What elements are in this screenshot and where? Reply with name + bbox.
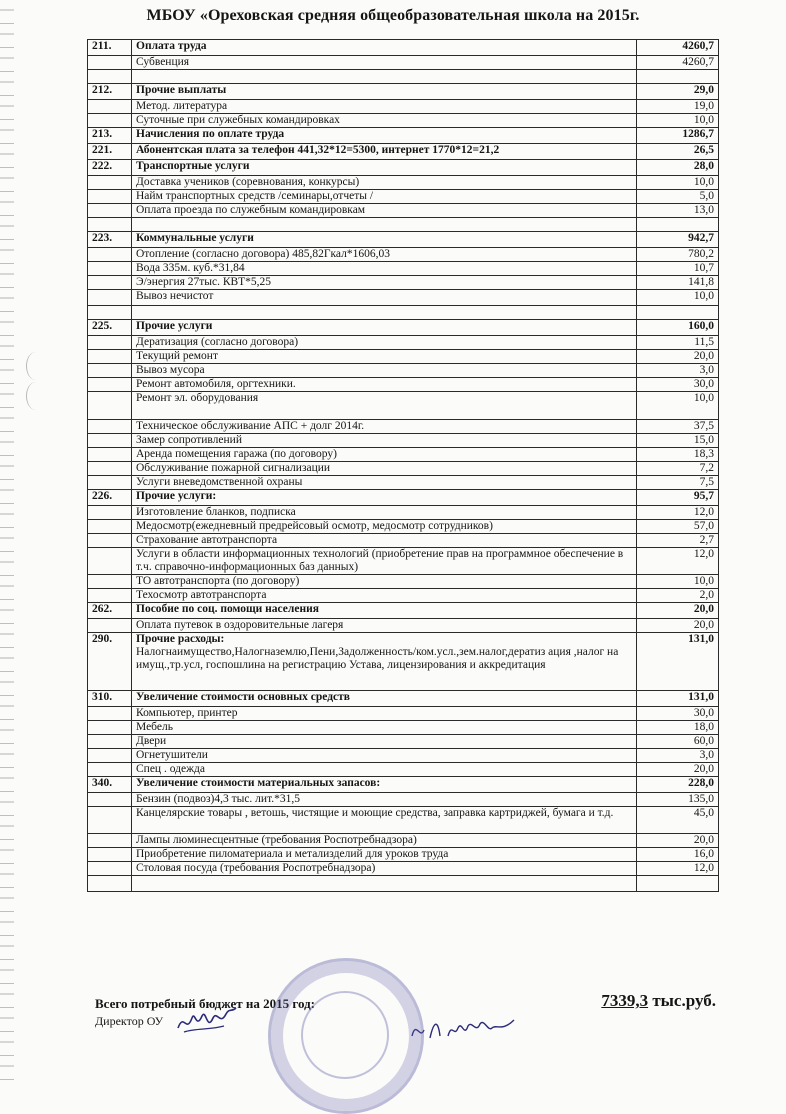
cell-description	[132, 707, 637, 721]
item-name: Канцелярские товары , ветошь, чистящие и моющие средства, заправка картриджей, бумага и т.д.	[136, 807, 614, 819]
item-name: Услуги в области информационных технологий (приобретение прав на программное обеспечение в т.ч. справочно-информационных баз данных)	[136, 548, 624, 573]
item-row	[88, 190, 719, 204]
category-total: 95,7	[637, 490, 719, 506]
cell-code	[88, 434, 132, 448]
item-amount: 2,7	[637, 534, 719, 548]
cell-description	[132, 520, 637, 534]
spacer-row	[88, 306, 719, 320]
item-amount: 2,0	[637, 589, 719, 603]
item-row	[88, 534, 719, 548]
cell-code	[88, 876, 132, 892]
category-name: Пособие по соц. помощи населения	[136, 603, 319, 615]
cell-code	[88, 735, 132, 749]
item-name: Ремонт эл. оборудования	[136, 392, 259, 404]
item-row	[88, 848, 719, 862]
document-title: МБОУ «Ореховская средняя общеобразовательная школа на 2015г.	[146, 7, 640, 24]
cell-code: 310.	[88, 691, 132, 707]
cell-code	[88, 204, 132, 218]
spacer-row	[88, 70, 719, 84]
cell-description	[132, 100, 637, 114]
category-name: Прочие услуги:	[136, 490, 217, 502]
item-name: Отопление (согласно договора) 485,82Гкал*1606,03	[136, 248, 390, 260]
item-row	[88, 262, 719, 276]
item-row	[88, 100, 719, 114]
cell-description	[132, 721, 637, 735]
item-row	[88, 834, 719, 848]
item-amount: 10,0	[637, 290, 719, 306]
cell-description	[132, 144, 637, 160]
cell-description	[132, 506, 637, 520]
cell-code	[88, 707, 132, 721]
official-stamp	[268, 958, 424, 1114]
item-amount: 3,0	[637, 364, 719, 378]
category-row	[88, 490, 719, 506]
total-unit: тыс.руб.	[648, 991, 716, 1010]
director-signature	[176, 1004, 238, 1038]
item-name: Вода 335м. куб.*31,84	[136, 262, 245, 274]
cell-description	[132, 160, 637, 176]
item-amount: 12,0	[637, 862, 719, 876]
total-label: Всего потребный бюджет на 2015 год:	[95, 996, 315, 1011]
category-row	[88, 144, 719, 160]
item-amount: 37,5	[637, 420, 719, 434]
cell-description	[132, 306, 637, 320]
item-row	[88, 862, 719, 876]
item-name: Вывоз мусора	[136, 364, 205, 376]
cell-description	[132, 763, 637, 777]
cell-code	[88, 575, 132, 589]
director-label: Директор ОУ	[95, 1014, 164, 1028]
category-row	[88, 160, 719, 176]
cell-code	[88, 218, 132, 232]
cell-code	[88, 793, 132, 807]
cell-code	[88, 834, 132, 848]
item-name: Техническое обслуживание АПС + долг 2014г.	[136, 420, 365, 432]
item-row	[88, 807, 719, 834]
cell-description	[132, 320, 637, 336]
item-name: Бензин (подвоз)4,3 тыс. лит.*31,5	[136, 793, 300, 805]
item-row	[88, 114, 719, 128]
item-row	[88, 520, 719, 534]
cell-description	[132, 548, 637, 575]
item-row	[88, 448, 719, 462]
cell-description	[132, 70, 637, 84]
cell-description	[132, 834, 637, 848]
cell-description	[132, 476, 637, 490]
category-total: 29,0	[637, 84, 719, 100]
cell-code: 226.	[88, 490, 132, 506]
cell-code: 211.	[88, 40, 132, 56]
item-row	[88, 749, 719, 763]
category-row	[88, 320, 719, 336]
item-name: Двери	[136, 735, 167, 747]
item-name: Найм транспортных средств /семинары,отчеты /	[136, 190, 374, 202]
category-row	[88, 128, 719, 144]
cell-description	[132, 128, 637, 144]
cell-code	[88, 114, 132, 128]
category-row	[88, 232, 719, 248]
total-value	[601, 991, 716, 1011]
budget-table	[87, 39, 719, 892]
item-name: Э/энергия 27тыс. КВТ*5,25	[136, 276, 271, 288]
cell-code	[88, 276, 132, 290]
cell-description	[132, 218, 637, 232]
category-name: Прочие выплаты	[136, 84, 227, 96]
item-amount: 60,0	[637, 735, 719, 749]
cell-code	[88, 290, 132, 306]
category-row	[88, 691, 719, 707]
cell-description	[132, 378, 637, 392]
item-row	[88, 793, 719, 807]
cell-description	[132, 176, 637, 190]
item-row	[88, 619, 719, 633]
cell-code	[88, 462, 132, 476]
cell-code: 290.	[88, 633, 132, 691]
item-name: Изготовление бланков, подписка	[136, 506, 296, 518]
item-amount: 5,0	[637, 190, 719, 204]
item-amount: 10,0	[637, 114, 719, 128]
cell-code	[88, 420, 132, 434]
category-name: Транспортные услуги	[136, 160, 250, 172]
item-amount: 16,0	[637, 848, 719, 862]
category-name: Коммунальные услуги	[136, 232, 254, 244]
cell-description	[132, 84, 637, 100]
cell-description	[132, 336, 637, 350]
cell-description	[132, 350, 637, 364]
cell-description	[132, 56, 637, 70]
cell-description	[132, 248, 637, 262]
item-name: Субвенция	[136, 56, 190, 68]
item-amount: 57,0	[637, 520, 719, 534]
item-row	[88, 707, 719, 721]
category-total: 160,0	[637, 320, 719, 336]
cell-description	[132, 575, 637, 589]
cell-description	[132, 434, 637, 448]
cell-code: 225.	[88, 320, 132, 336]
item-name: Спец . одежда	[136, 763, 205, 775]
item-amount: 11,5	[637, 336, 719, 350]
spacer-row	[88, 218, 719, 232]
cell-code: 262.	[88, 603, 132, 619]
cell-code	[88, 619, 132, 633]
item-name: Компьютер, принтер	[136, 707, 238, 719]
item-name: Лампы люминесцентные (требования Роспотребнадзора)	[136, 834, 417, 846]
category-details: Налогнаимущество,Налогназемлю,Пени,Задолженность/ком.усл.,зем.налог,дератиз ация ,налог на имущ.,тр.усл, госпошлина на регистрацию Устава, лицензирования и аккредитация	[136, 646, 619, 671]
spacer-row	[88, 876, 719, 892]
item-name: Метод. литература	[136, 100, 228, 112]
item-amount: 18,0	[637, 721, 719, 735]
cell-code	[88, 721, 132, 735]
item-amount: 20,0	[637, 350, 719, 364]
item-name: Медосмотр(ежедневный предрейсовый осмотр, медосмотр сотрудников)	[136, 520, 493, 532]
category-total: 228,0	[637, 777, 719, 793]
cell-code: 222.	[88, 160, 132, 176]
item-name: Приобретение пиломатериала и метализделий для уроков труда	[136, 848, 449, 860]
item-name: Замер сопротивлений	[136, 434, 242, 446]
item-amount: 10,0	[637, 176, 719, 190]
cell-description	[132, 290, 637, 306]
cell-description	[132, 876, 637, 892]
cell-code	[88, 548, 132, 575]
category-row	[88, 633, 719, 691]
cell-code	[88, 534, 132, 548]
item-amount: 7,2	[637, 462, 719, 476]
cell-description	[132, 490, 637, 506]
cell-description	[132, 204, 637, 218]
item-row	[88, 506, 719, 520]
item-amount: 12,0	[637, 548, 719, 575]
item-row	[88, 378, 719, 392]
cell-code	[88, 448, 132, 462]
category-total: 1286,7	[637, 128, 719, 144]
item-amount: 4260,7	[637, 56, 719, 70]
item-row	[88, 350, 719, 364]
item-amount	[637, 218, 719, 232]
item-row	[88, 290, 719, 306]
item-name: Аренда помещения гаража (по договору)	[136, 448, 337, 460]
category-total: 28,0	[637, 160, 719, 176]
item-row	[88, 56, 719, 70]
cell-description	[132, 420, 637, 434]
cell-code	[88, 190, 132, 204]
category-total: 131,0	[637, 691, 719, 707]
item-row	[88, 434, 719, 448]
category-row	[88, 603, 719, 619]
cell-description	[132, 114, 637, 128]
item-row	[88, 575, 719, 589]
cell-description	[132, 862, 637, 876]
scan-edge	[0, 0, 14, 1080]
category-total: 4260,7	[637, 40, 719, 56]
cell-description	[132, 848, 637, 862]
cell-code: 223.	[88, 232, 132, 248]
category-name: Оплата труда	[136, 40, 207, 52]
cell-description	[132, 392, 637, 420]
item-row	[88, 589, 719, 603]
cell-code	[88, 506, 132, 520]
cell-description	[132, 262, 637, 276]
item-row	[88, 548, 719, 575]
item-amount: 12,0	[637, 506, 719, 520]
stamp-inner-ring	[301, 991, 389, 1079]
item-name: Мебель	[136, 721, 173, 733]
category-name: Увеличение стоимости материальных запасов:	[136, 777, 381, 789]
cell-code	[88, 862, 132, 876]
cell-code	[88, 848, 132, 862]
director-name-signature	[410, 1010, 520, 1048]
category-name: Увеличение стоимости основных средств	[136, 691, 350, 703]
item-amount: 30,0	[637, 378, 719, 392]
cell-description	[132, 691, 637, 707]
item-name: Столовая посуда (требования Роспотребнадзора)	[136, 862, 376, 874]
item-amount	[637, 70, 719, 84]
item-amount: 135,0	[637, 793, 719, 807]
cell-description	[132, 534, 637, 548]
cell-code	[88, 56, 132, 70]
item-amount: 780,2	[637, 248, 719, 262]
item-amount: 20,0	[637, 763, 719, 777]
cell-description	[132, 793, 637, 807]
item-row	[88, 420, 719, 434]
item-amount: 20,0	[637, 619, 719, 633]
item-row	[88, 721, 719, 735]
cell-description	[132, 807, 637, 834]
item-amount: 10,0	[637, 575, 719, 589]
item-name: Вывоз нечистот	[136, 290, 214, 302]
cell-code: 213.	[88, 128, 132, 144]
category-row	[88, 40, 719, 56]
cell-code	[88, 520, 132, 534]
item-amount: 45,0	[637, 807, 719, 834]
cell-description	[132, 749, 637, 763]
item-name: Услуги вневедомственной охраны	[136, 476, 303, 488]
item-amount: 13,0	[637, 204, 719, 218]
cell-description	[132, 735, 637, 749]
cell-description	[132, 462, 637, 476]
cell-code	[88, 364, 132, 378]
item-amount: 20,0	[637, 834, 719, 848]
item-amount: 10,7	[637, 262, 719, 276]
item-row	[88, 735, 719, 749]
cell-code	[88, 350, 132, 364]
category-total: 20,0	[637, 603, 719, 619]
punch-hole	[26, 382, 45, 410]
item-row	[88, 336, 719, 350]
cell-description	[132, 777, 637, 793]
item-amount: 7,5	[637, 476, 719, 490]
cell-code	[88, 476, 132, 490]
cell-code	[88, 262, 132, 276]
item-name: Оплата путевок в оздоровительные лагеря	[136, 619, 344, 631]
cell-description	[132, 40, 637, 56]
item-name: Суточные при служебных командировках	[136, 114, 340, 126]
item-row	[88, 248, 719, 262]
cell-code	[88, 378, 132, 392]
cell-description	[132, 364, 637, 378]
cell-description	[132, 603, 637, 619]
cell-description	[132, 448, 637, 462]
item-amount	[637, 306, 719, 320]
item-name: Оплата проезда по служебным командировкам	[136, 204, 366, 216]
cell-code	[88, 763, 132, 777]
punch-hole	[26, 352, 45, 380]
item-name: Ремонт автомобиля, оргтехники.	[136, 378, 296, 390]
item-amount: 30,0	[637, 707, 719, 721]
item-row	[88, 276, 719, 290]
cell-description	[132, 232, 637, 248]
cell-code	[88, 248, 132, 262]
category-name: Абонентская плата за телефон 441,32*12=5300, интернет 1770*12=21,2	[136, 144, 500, 156]
item-amount: 141,8	[637, 276, 719, 290]
cell-code: 340.	[88, 777, 132, 793]
item-row	[88, 204, 719, 218]
item-amount: 15,0	[637, 434, 719, 448]
cell-code: 221.	[88, 144, 132, 160]
item-row	[88, 392, 719, 420]
category-name: Прочие расходы:	[136, 633, 225, 645]
cell-code	[88, 807, 132, 834]
item-name: ТО автотранспорта (по договору)	[136, 575, 300, 587]
category-name: Начисления по оплате труда	[136, 128, 285, 140]
cell-code: 212.	[88, 84, 132, 100]
item-row	[88, 364, 719, 378]
item-amount: 19,0	[637, 100, 719, 114]
cell-code	[88, 392, 132, 420]
category-row	[88, 777, 719, 793]
cell-code	[88, 749, 132, 763]
cell-description	[132, 633, 637, 691]
item-name: Обслуживание пожарной сигнализации	[136, 462, 331, 474]
item-amount: 3,0	[637, 749, 719, 763]
item-name: Дератизация (согласно договора)	[136, 336, 299, 348]
cell-code	[88, 336, 132, 350]
budget-table-body	[88, 40, 719, 892]
item-name: Страхование автотранспорта	[136, 534, 278, 546]
item-name: Огнетушители	[136, 749, 208, 761]
cell-code	[88, 100, 132, 114]
category-total: 26,5	[637, 144, 719, 160]
cell-code	[88, 70, 132, 84]
cell-description	[132, 190, 637, 204]
cell-code	[88, 589, 132, 603]
item-row	[88, 462, 719, 476]
item-amount	[637, 876, 719, 892]
cell-description	[132, 276, 637, 290]
item-name: Доставка учеников (соревнования, конкурсы)	[136, 176, 360, 188]
category-row	[88, 84, 719, 100]
item-row	[88, 176, 719, 190]
category-total: 942,7	[637, 232, 719, 248]
cell-code	[88, 176, 132, 190]
item-name: Текущий ремонт	[136, 350, 218, 362]
total-amount: 7339,3	[601, 991, 649, 1010]
item-amount: 10,0	[637, 392, 719, 420]
item-name: Техосмотр автотранспорта	[136, 589, 267, 601]
category-total: 131,0	[637, 633, 719, 691]
item-amount: 18,3	[637, 448, 719, 462]
cell-code	[88, 306, 132, 320]
category-name: Прочие услуги	[136, 320, 213, 332]
cell-description	[132, 589, 637, 603]
item-row	[88, 763, 719, 777]
item-row	[88, 476, 719, 490]
cell-description	[132, 619, 637, 633]
